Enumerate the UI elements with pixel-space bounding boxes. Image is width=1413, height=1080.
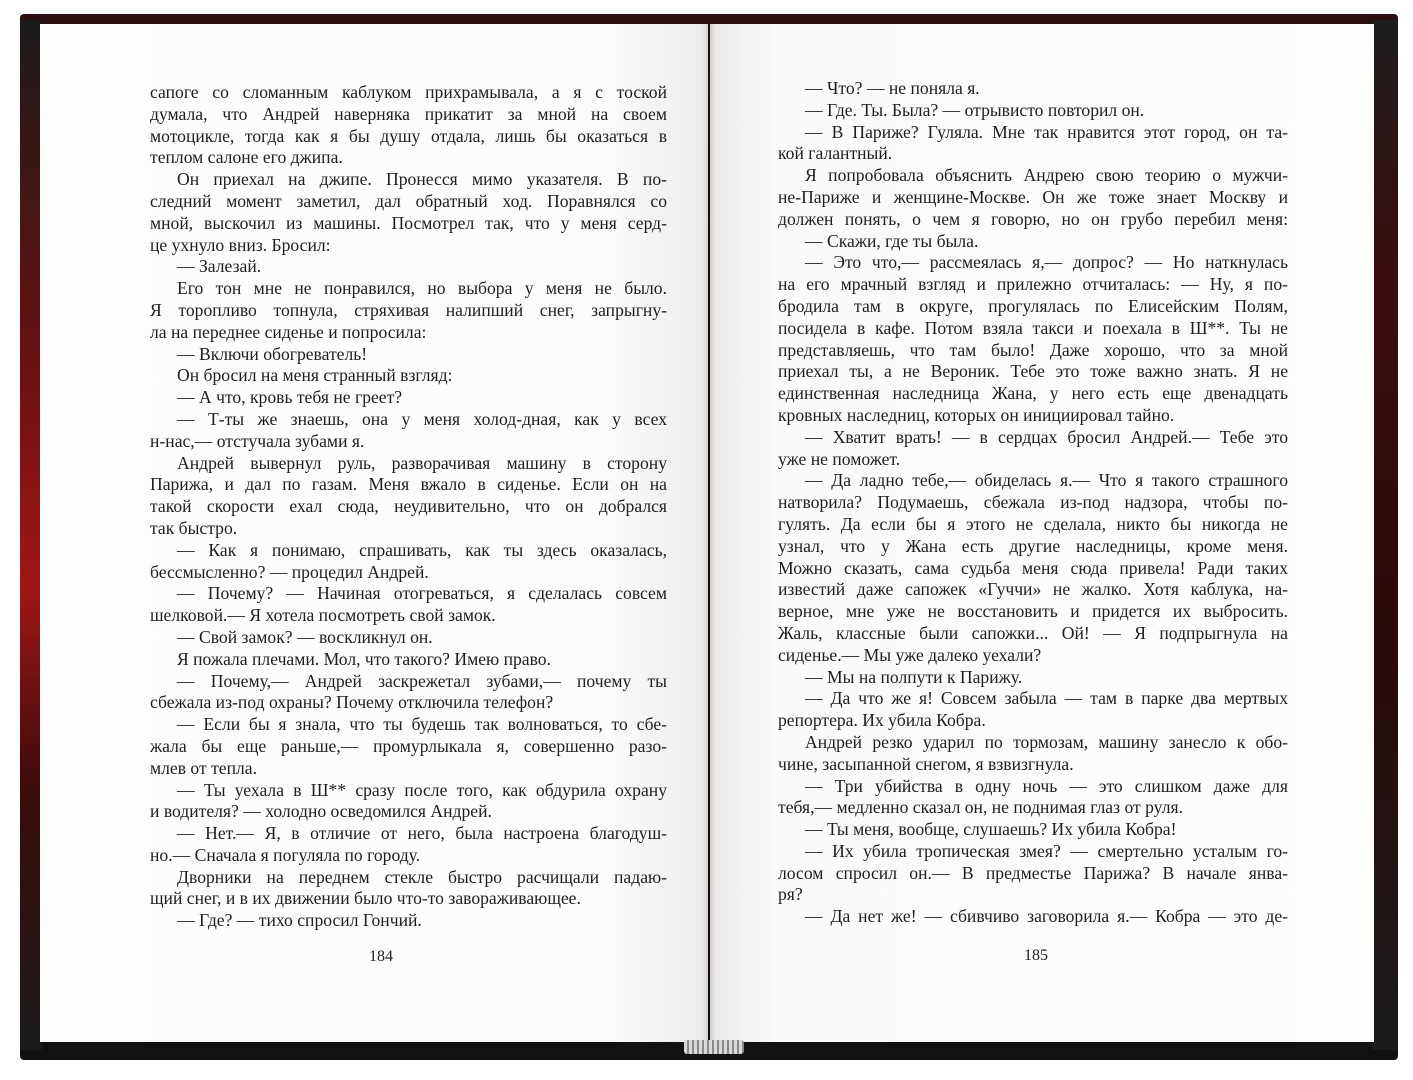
- text-line: — Ты уехала в Ш** сразу после того, как обдурила охрану: [177, 779, 667, 800]
- text-line: такой скорости ехал сюда, неудивительно, что он добрался: [150, 496, 667, 517]
- text-line: жала бы еще раньше,— промурлыкала я, совершенно разо-: [150, 735, 667, 756]
- text-line: известий даже сапожек «Гуччи» не жалко. Хотя каблука, на-: [778, 579, 1288, 600]
- text-line: — Как я понимаю, спрашивать, как ты здесь оказалась,: [177, 539, 667, 560]
- text-line: следний момент заметил, дал обратный ход. Поравнялся со: [150, 190, 667, 211]
- text-line: — Их убила тропическая змея? — смертельно усталым го-: [805, 840, 1288, 861]
- text-line: приехал ты, а не Вероник. Тебе это тоже важно знать. Я не: [778, 361, 1288, 382]
- text-line: ря?: [778, 884, 803, 905]
- text-line: — Т-ты же знаешь, она у меня холод-дная, как у всех: [177, 408, 667, 429]
- text-line: Его тон мне не понравился, но выбора у меня не было.: [177, 278, 667, 299]
- text-line: — Нет.— Я, в отличие от него, была настроена благодуш-: [177, 823, 667, 844]
- text-line: — А что, кровь тебя не греет?: [177, 387, 403, 408]
- text-line: так быстро.: [150, 517, 238, 538]
- text-line: Я пожала плечами. Мол, что такого? Имею право.: [177, 648, 551, 669]
- text-line: — Это что,— рассмеялась я,— допрос? — Но наткнулась: [805, 252, 1288, 273]
- text-line: узнал, что у Жана есть другие наследницы, кроме меня.: [778, 535, 1288, 556]
- text-line: сиденье.— Мы уже далеко уехали?: [778, 644, 1042, 665]
- text-line: — Где? — тихо спросил Гончий.: [177, 910, 422, 931]
- text-line: думала, что Андрей наверняка прикатит за мной на своем: [150, 103, 667, 124]
- book-gutter: [702, 24, 716, 1042]
- text-line: — Да ладно тебе,— обиделась я.— Что я такого страшного: [805, 470, 1288, 491]
- text-line: — Ты меня, вообще, слушаешь? Их убила Кобра!: [805, 819, 1177, 840]
- text-line: це ухнуло вниз. Бросил:: [150, 234, 331, 255]
- page-number-right: 185: [1024, 947, 1048, 964]
- text-line: — Включи обогреватель!: [177, 343, 368, 364]
- text-line: — Скажи, где ты была.: [805, 230, 979, 251]
- text-line: Можно сказать, сама судьба меня сюда привела! Ради таких: [778, 557, 1288, 578]
- text-line: Дворники на переднем стекле быстро расчищали падаю-: [177, 866, 667, 887]
- text-line: — Три убийства в одну ночь — это слишком даже для: [805, 775, 1288, 796]
- text-line: — Что? — не поняла я.: [805, 78, 980, 98]
- text-line: представляешь, что там было! Даже хорошо, что за мной: [778, 339, 1288, 360]
- text-line: Андрей вывернул руль, разворачивая машину в сторону: [177, 452, 667, 473]
- text-line: уже не поможет.: [778, 448, 901, 469]
- text-line: репортера. Их убила Кобра.: [778, 710, 986, 731]
- text-line: — Свой замок? — воскликнул он.: [177, 626, 433, 647]
- text-line: — Где. Ты. Была? — отрывисто повторил он.: [805, 99, 1145, 120]
- text-line: сапоге со сломанным каблуком прихрамывала, а я с тоской: [150, 82, 667, 102]
- text-line: — В Париже? Гуляла. Мне так нравится этот город, он та-: [805, 121, 1288, 142]
- text-line: верное, мне уже не восстановить и придется их выбросить.: [778, 601, 1288, 622]
- text-line: но.— Сначала я погуляла по городу.: [150, 844, 421, 865]
- page-number-left: 184: [369, 948, 393, 965]
- text-line: натворила? Подумаешь, сбежала из-под надзора, чтобы по-: [778, 492, 1288, 513]
- left-page-text: [150, 82, 667, 932]
- text-line: мной, выскочил из машины. Посмотрел так, что у меня серд-: [150, 212, 667, 233]
- text-line: — Залезай.: [177, 256, 262, 277]
- text-line: должен понять, о чем я говорю, но он грубо перебил меня:: [778, 208, 1288, 229]
- text-line: — Почему? — Начиная отогреваться, я сделалась совсем: [177, 583, 667, 604]
- text-line: — Хватит врать! — в сердцах бросил Андрей.— Тебе это: [805, 426, 1288, 447]
- text-line: сбежала из-под охраны? Почему отключила телефон?: [150, 692, 554, 713]
- cover-edge-right: [1372, 20, 1398, 1050]
- text-line: Я торопливо топнула, стряхивая налипший снег, запрыгну-: [150, 299, 667, 320]
- text-line: не-Париже и женщине-Москве. Он же тоже знает Москву и: [778, 186, 1288, 207]
- text-line: Он приехал на джипе. Пронесся мимо указателя. В по-: [177, 169, 667, 190]
- text-line: Он бросил на меня странный взгляд:: [177, 365, 453, 386]
- text-line: — Да нет же! — сбивчиво заговорила я.— Кобра — это де-: [805, 906, 1288, 927]
- text-line: щий снег, и в их движении было что-то завораживающее.: [150, 888, 581, 909]
- text-line: ла на переднее сиденье и попросила:: [150, 321, 427, 342]
- text-line: теплом салоне его джипа.: [150, 147, 343, 168]
- text-line: шелковой.— Я хотела посмотреть свой замок.: [150, 605, 496, 626]
- text-line: Парижа, и дал по газам. Меня вжало в сиденье. Если он на: [150, 474, 667, 495]
- text-line: на его мрачный взгляд и прилежно отчиталась: — Ну, я по-: [778, 274, 1288, 295]
- text-line: — Почему,— Андрей заскрежетал зубами,— почему ты: [177, 670, 667, 691]
- cover-edge-left: [20, 20, 42, 1050]
- text-line: бессмысленно? — процедил Андрей.: [150, 561, 429, 582]
- text-line: кровных наследниц, которых он инициировал тайно.: [778, 404, 1175, 425]
- text-line: млев от тепла.: [150, 757, 257, 778]
- text-line: — Если бы я знала, что ты будешь так волноваться, то сбе-: [177, 714, 667, 735]
- text-line: — Да что же я! Совсем забыла — там в парке два мертвых: [805, 688, 1288, 709]
- text-line: кой галантный.: [778, 143, 893, 164]
- text-line: чине, засыпанной снегом, я взвизгнула.: [778, 753, 1074, 774]
- right-page-text: [778, 78, 1288, 928]
- text-line: и водителя? — холодно осведомился Андрей.: [150, 801, 492, 822]
- text-line: посидела в кафе. Потом взяла такси и поехала в Ш**. Ты не: [778, 317, 1288, 338]
- text-line: Я попробовала объяснить Андрею свою теорию о мужчи-: [805, 165, 1288, 186]
- text-line: н-нас,— отстучала зубами я.: [150, 430, 365, 451]
- text-line: бродила там в округе, прогулялась по Елисейским Полям,: [778, 295, 1288, 316]
- text-line: — Мы на полпути к Парижу.: [805, 666, 1023, 687]
- text-line: единственная наследница Жана, у него есть еще двенадцать: [778, 383, 1288, 404]
- text-line: Жаль, классные были сапожки... Ой! — Я подпрыгнула на: [778, 622, 1288, 643]
- text-line: Андрей резко ударил по тормозам, машину занесло к обо-: [805, 731, 1288, 752]
- text-line: гулять. Да если бы я этого не сделала, никто бы никогда не: [778, 513, 1288, 534]
- text-line: тебя,— медленно сказал он, не поднимая глаз от руля.: [778, 797, 1183, 818]
- text-line: лосом спросил он.— В предместье Парижа? В начале янва-: [778, 862, 1288, 883]
- book-headband: [684, 1040, 744, 1054]
- text-line: мотоцикле, тогда как я бы душу отдала, лишь бы оказаться в: [150, 125, 667, 146]
